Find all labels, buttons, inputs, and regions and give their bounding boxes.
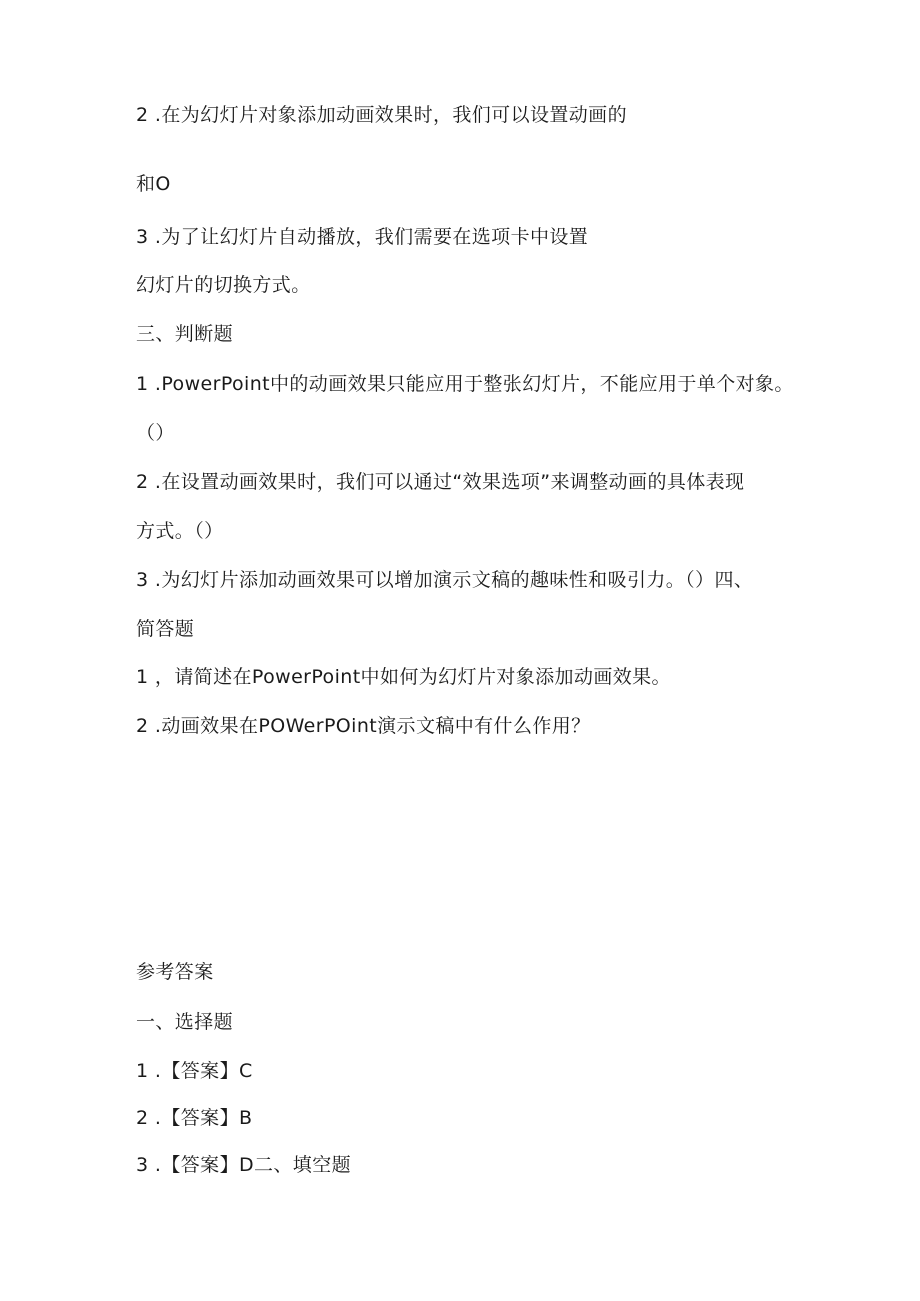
true-false-question-1-continued: （） xyxy=(136,422,175,444)
answer-item-2: 2 .【答案】B xyxy=(136,1107,253,1129)
true-false-question-3: 3 .为幻灯片添加动画效果可以增加演示文稿的趣味性和吸引力。（）四、 xyxy=(136,569,754,591)
fill-blank-question-2-continued: 和O xyxy=(136,173,171,195)
answers-heading: 参考答案 xyxy=(136,961,214,983)
fill-blank-question-3-continued: 幻灯片的切换方式。 xyxy=(136,274,311,296)
answer-item-1: 1 .【答案】C xyxy=(136,1060,253,1082)
short-answer-question-1: 1 ，请简述在PowerPoint中如何为幻灯片对象添加动画效果。 xyxy=(136,666,671,688)
true-false-question-2: 2 .在设置动画效果时，我们可以通过“效果选项”来调整动画的具体表现 xyxy=(136,471,745,493)
true-false-question-2-continued: 方式。（） xyxy=(136,520,224,542)
answer-item-3: 3 .【答案】D二、填空题 xyxy=(136,1154,351,1176)
section-heading-short-answer: 简答题 xyxy=(136,618,195,640)
section-heading-true-false: 三、判断题 xyxy=(136,323,234,345)
true-false-question-1: 1 .PowerPoint中的动画效果只能应用于整张幻灯片，不能应用于单个对象。 xyxy=(136,373,794,395)
short-answer-question-2: 2 .动画效果在POWerPOint演示文稿中有什么作用？ xyxy=(136,715,591,737)
fill-blank-question-3: 3 .为了让幻灯片自动播放，我们需要在选项卡中设置 xyxy=(136,226,589,248)
answers-section-multiple-choice: 一、选择题 xyxy=(136,1011,234,1033)
fill-blank-question-2: 2 .在为幻灯片对象添加动画效果时，我们可以设置动画的 xyxy=(136,104,627,126)
